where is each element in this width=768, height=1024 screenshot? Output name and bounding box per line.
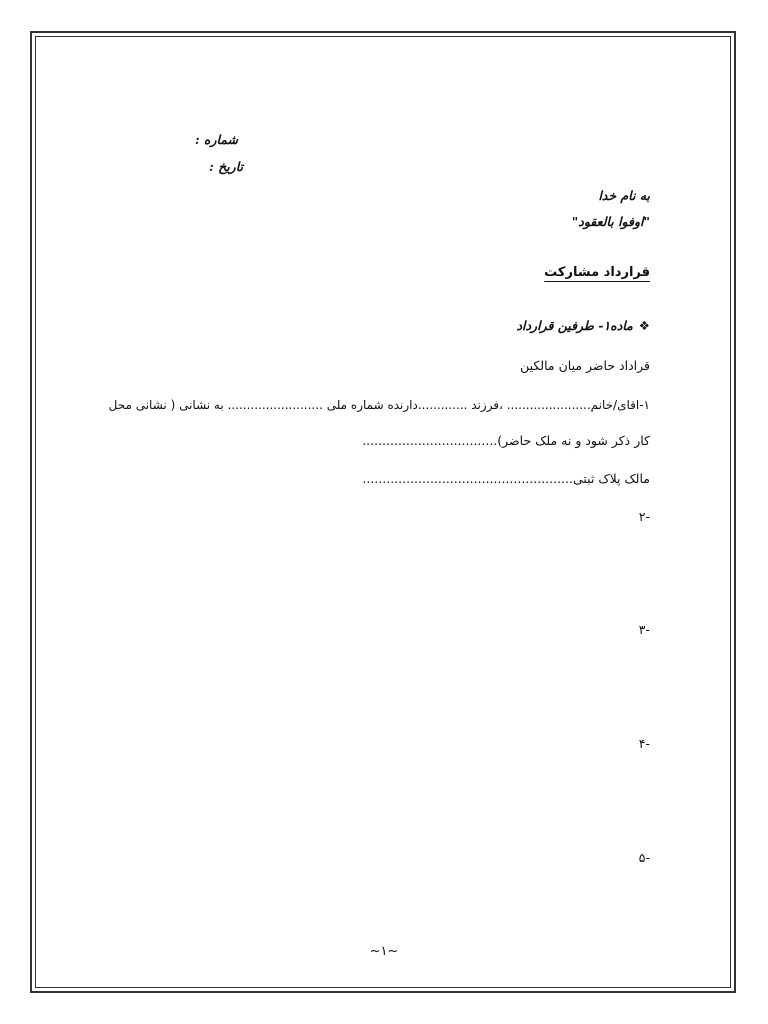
item-2: -۲ [638,509,650,524]
party-1-line-1: ۱-اقای/خانم...................... ،فرزند .............دارنده شماره ملی ......................... به نشانی ( نشانی محل [108,398,650,412]
document-title: قرارداد مشارکت [544,265,650,280]
opening-quote: "اوفوا بالعقود" [571,214,650,229]
page-number: ~۱~ [369,944,399,959]
party-1-line-3: مالک پلاک ثبتی..................................................... [362,471,650,486]
bullet-icon: ❖ [638,318,650,333]
invocation: به نام خدا [598,188,650,203]
date-label: تاریخ : [209,159,243,174]
item-5: -۵ [638,850,650,865]
article-1-heading [516,317,650,335]
party-1-line-2: کار ذکر شود و نه ملک حاضر).................................. [362,433,650,448]
number-label: شماره : [194,132,238,147]
intro-line: قراداد حاضر میان مالکین [520,358,650,373]
item-4: -۴ [638,736,650,751]
item-3: -۳ [638,622,650,637]
page-border-inner [35,36,731,988]
article-1-title: ماده۱- طرفین قرارداد [516,318,633,333]
